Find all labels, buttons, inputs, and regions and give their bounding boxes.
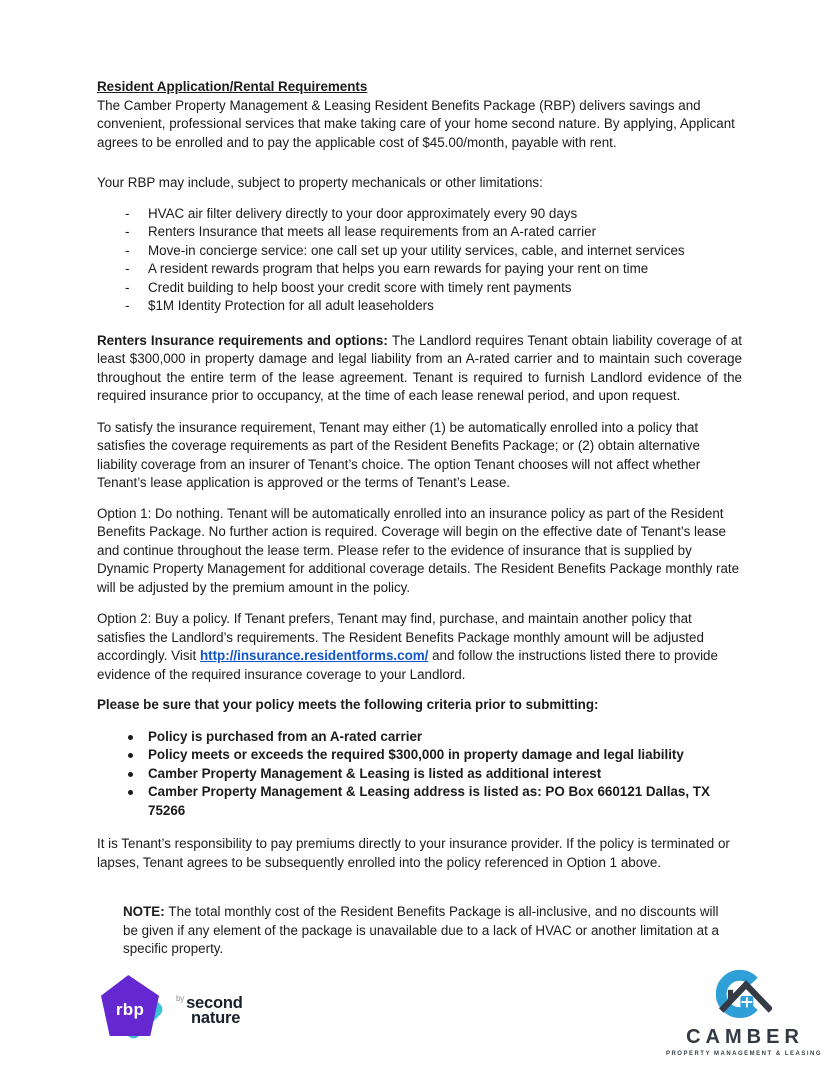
renters-insurance-body: The Landlord requires Tenant obtain liability coverage of at least $300,000 in property damage and legal liability from an A-rated carrier and to maintain such coverage throughout the entire term of the lease agreement. Tenant is required to furnish Landlord evidence of the required insurance prior to occupancy, at the time of each lease renewal period, and upon request. xyxy=(97,332,743,403)
rbp-benefit-item: - Credit building to help boost your credit score with timely rent payments xyxy=(97,279,742,298)
camber-name-label: CAMBER xyxy=(686,1026,804,1048)
option2-text-before: Option 2: Buy a policy. If Tenant prefers, Tenant may find, purchase, and maintain another policy that satisfies the Landlord’s requirements. The Resident Benefits Package monthly amount will be adjusted accordingly. Visit xyxy=(97,611,704,663)
camber-house-icon xyxy=(716,966,772,1024)
second-nature-by-label: by xyxy=(176,994,185,1003)
satisfy-requirement-paragraph: To satisfy the insurance requirement, Tenant may either (1) be automatically enrolled into a policy that satisfies the coverage requirements as part of the Resident Benefits Package; or (2) obtain alternative liability coverage from an insurer of Tenant’s choice. The option Tenant chooses will not affect whether Tenant’s lease application is approved or the terms of Tenant’s Lease. xyxy=(97,419,701,490)
rbp-include-lead: Your RBP may include, subject to property mechanicals or other limitations: xyxy=(97,175,543,190)
rbp-badge-label: rbp xyxy=(115,1000,145,1019)
tenant-responsibility-paragraph: It is Tenant’s responsibility to pay premiums directly to your insurance provider. If the policy is terminated or lapses, Tenant agrees to be subsequently enrolled into the policy referenced in Option 1 above. xyxy=(97,836,730,870)
rbp-benefit-item: - Renters Insurance that meets all lease requirements from an A-rated carrier xyxy=(97,223,742,242)
rbp-benefit-item: - Move-in concierge service: one call set up your utility services, cable, and internet services xyxy=(97,242,742,261)
option2-paragraph xyxy=(97,610,742,684)
note-paragraph xyxy=(123,903,728,959)
camber-logo xyxy=(664,966,824,1058)
rbp-benefit-item: - $1M Identity Protection for all adult leaseholders xyxy=(97,297,742,316)
intro-paragraph: The Camber Property Management & Leasing Resident Benefits Package (RBP) delivers savings and convenient, professional services that make taking care of your home second nature. By applying, Applicant agrees to be enrolled and to pay the applicable cost of $45.00/month, payable with rent. xyxy=(97,97,735,150)
criteria-heading: Please be sure that your policy meets the following criteria prior to submitting: xyxy=(97,697,599,712)
camber-tagline-label: PROPERTY MANAGEMENT & LEASING xyxy=(665,1051,823,1057)
note-lead: NOTE: xyxy=(123,904,169,919)
note-body: The total monthly cost of the Resident Benefits Package is all-inclusive, and no discounts will be given if any element of the package is unavailable due to a lack of HVAC or another limitation at a specific property. xyxy=(123,904,719,956)
policy-criteria-list xyxy=(97,728,742,821)
second-nature-word1: second xyxy=(186,994,243,1012)
second-nature-wordmark xyxy=(176,991,243,1026)
option1-paragraph: Option 1: Do nothing. Tenant will be automatically enrolled into an insurance policy as part of the Resident Benefits Package. No further action is required. Coverage will begin on the effective date of Tenant’s lease and continue throughout the lease term. Please refer to the evidence of insurance that is supplied by Dynamic Property Management for additional coverage details. The Resident Benefits Package monthly rate will be adjusted by the premium amount in the policy. xyxy=(97,505,740,595)
rbp-benefit-item: - A resident rewards program that helps you earn rewards for paying your rent on time xyxy=(97,260,742,279)
criteria-item: Camber Property Management & Leasing address is listed as: PO Box 660121 Dallas, TX 75266 xyxy=(97,783,742,820)
rbp-benefits-list xyxy=(97,205,742,316)
option2-text-after: and follow the instructions listed there to provide evidence of the required insurance coverage to your Landlord. xyxy=(97,648,718,682)
criteria-item: Policy is purchased from an A-rated carrier xyxy=(97,728,742,747)
document-page xyxy=(97,78,742,959)
criteria-item: Camber Property Management & Leasing is listed as additional interest xyxy=(97,765,742,784)
second-nature-word2: nature xyxy=(191,1009,241,1027)
rbp-second-nature-logo xyxy=(99,974,167,1046)
renters-insurance-lead: Renters Insurance requirements and options: xyxy=(97,332,392,348)
renters-insurance-paragraph xyxy=(97,332,742,406)
rbp-benefit-item: - HVAC air filter delivery directly to your door approximately every 90 days xyxy=(97,205,742,224)
page-title: Resident Application/Rental Requirements xyxy=(97,79,368,94)
criteria-item: Policy meets or exceeds the required $300,000 in property damage and legal liability xyxy=(97,746,742,765)
insurance-residentforms-link[interactable]: http://insurance.residentforms.com/ xyxy=(199,648,429,663)
